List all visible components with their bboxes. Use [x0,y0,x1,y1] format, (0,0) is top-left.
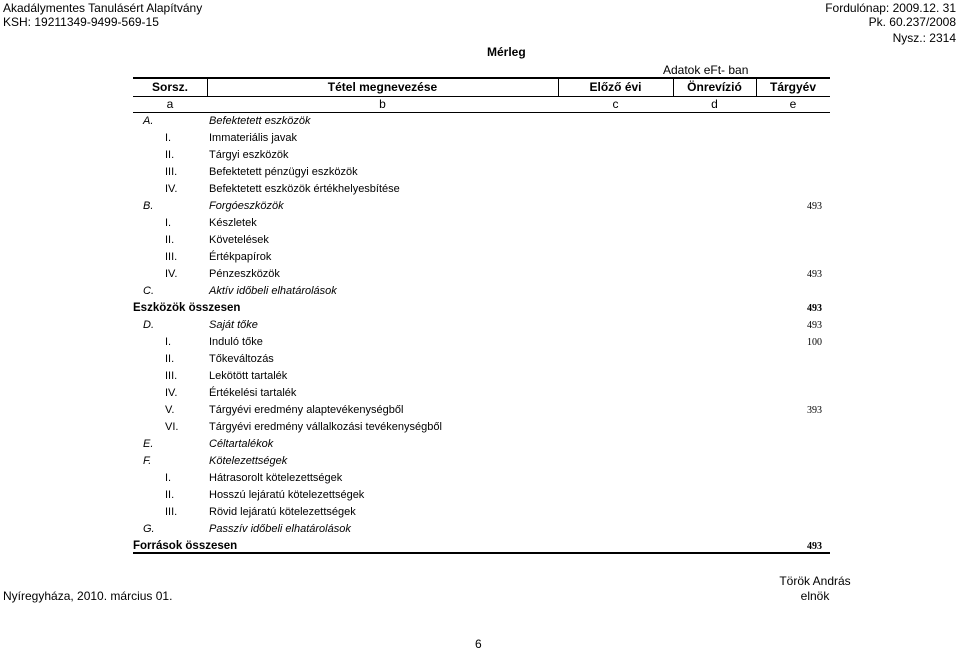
row-name: Forgóeszközök [209,200,284,212]
col-header-sorsz: Sorsz. [151,80,188,94]
row-value-current-year: 493 [807,320,822,331]
row-code: F. [143,455,152,467]
table-row [133,470,830,487]
row-code: I. [165,217,172,229]
row-value-current-year: 393 [807,405,822,416]
row-name: Követelések [209,234,269,246]
row-code: IV. [165,268,178,280]
row-name: Befektetett pénzügyi eszközök [209,166,358,178]
ksh-number: KSH: 19211349-9499-569-15 [3,15,159,29]
row-code: III. [165,251,178,263]
col-header-name: Tétel megnevezése [327,80,438,94]
table-row [133,266,830,283]
col-header-previous: Előző évi [589,80,642,94]
row-name: Tárgyi eszközök [209,149,289,161]
table-row [133,487,830,504]
table-row [133,317,830,334]
row-code: IV. [165,183,178,195]
row-name: Befektetett eszközök [209,115,311,127]
row-name: Pénzeszközök [209,268,280,280]
row-name: Tárgyévi eredmény alaptevékenységből [209,404,404,416]
table-total-row [133,300,830,317]
row-code: E. [143,438,154,450]
row-code: A. [143,115,154,127]
row-value-current-year: 493 [807,269,822,280]
turning-day: Fordulónap: 2009.12. 31 [825,1,956,15]
signer-role: elnök [800,589,830,603]
row-value-current-year: 100 [807,337,822,348]
table-row [133,453,830,470]
table-letters-row [133,96,830,112]
row-name: Immateriális javak [209,132,298,144]
page-number: 6 [475,637,482,651]
table-row [133,181,830,198]
row-code: III. [165,370,178,382]
row-code: III. [165,166,178,178]
row-name: Tárgyévi eredmény vállalkozási tevékenységből [209,421,442,433]
nysz-number: Nysz.: 2314 [892,31,956,45]
row-code: B. [143,200,154,212]
letter-a: a [166,97,174,111]
row-code: IV. [165,387,178,399]
row-name: Kötelezettségek [209,455,288,467]
row-name: Saját tőke [209,319,258,331]
row-name: Eszközök összesen [133,302,241,314]
row-value-current-year: 493 [807,201,822,212]
table-row [133,504,830,521]
letter-e: e [789,97,797,111]
row-name: Befektetett eszközök értékhelyesbítése [209,183,400,195]
letter-c: c [612,97,619,111]
org-name: Akadálymentes Tanulásért Alapítvány [3,1,203,15]
table-row [133,402,830,419]
table-row [133,351,830,368]
col-divider [207,78,208,96]
row-code: I. [165,336,172,348]
table-row [133,164,830,181]
row-name: Értékelési tartalék [209,387,297,399]
row-code: VI. [165,421,179,433]
row-code: D. [143,319,154,331]
row-name: Források összesen [133,540,238,552]
letter-d: d [711,97,718,111]
row-name: Aktív időbeli elhatárolások [209,285,337,297]
row-name: Céltartalékok [209,438,274,450]
col-divider [756,78,757,96]
row-code: II. [165,149,175,161]
row-name: Rövid lejáratú kötelezettségek [209,506,356,518]
row-code: II. [165,353,175,365]
table-row [133,521,830,538]
signer-name: Török András [779,574,851,588]
row-name: Készletek [209,217,257,229]
table-row [133,283,830,300]
row-name: Passzív időbeli elhatárolások [209,523,351,535]
table-row [133,130,830,147]
col-header-revision: Önrevízió [687,80,742,94]
row-name: Hosszú lejáratú kötelezettségek [209,489,365,501]
table-row [133,419,830,436]
row-code: C. [143,285,154,297]
row-code: III. [165,506,178,518]
table-row [133,368,830,385]
table-row [133,232,830,249]
col-header-current: Tárgyév [769,80,817,94]
units-note: Adatok eFt- ban [663,63,749,77]
table-bottom-border [133,552,830,554]
row-code: II. [165,489,175,501]
table-row [133,113,830,130]
row-value-current-year: 493 [807,303,822,314]
table-header-row [133,78,830,96]
row-name: Hátrasorolt kötelezettségek [209,472,343,484]
row-name: Tőkeváltozás [209,353,274,365]
col-divider [673,78,674,96]
row-name: Induló tőke [209,336,263,348]
row-name: Lekötött tartalék [209,370,288,382]
table-row [133,249,830,266]
row-value-current-year: 493 [807,541,822,552]
row-code: I. [165,132,172,144]
letter-b: b [379,97,386,111]
col-divider [558,78,559,96]
pk-number: Pk. 60.237/2008 [868,15,956,29]
row-code: V. [165,404,175,416]
table-row [133,334,830,351]
place-date: Nyíregyháza, 2010. március 01. [3,589,173,603]
table-row [133,198,830,215]
table-row [133,215,830,232]
table-row [133,147,830,164]
table-row [133,436,830,453]
row-code: G. [143,523,155,535]
row-name: Értékpapírok [209,251,272,263]
page-title: Mérleg [487,45,526,59]
table-row [133,385,830,402]
row-code: II. [165,234,175,246]
row-code: I. [165,472,172,484]
